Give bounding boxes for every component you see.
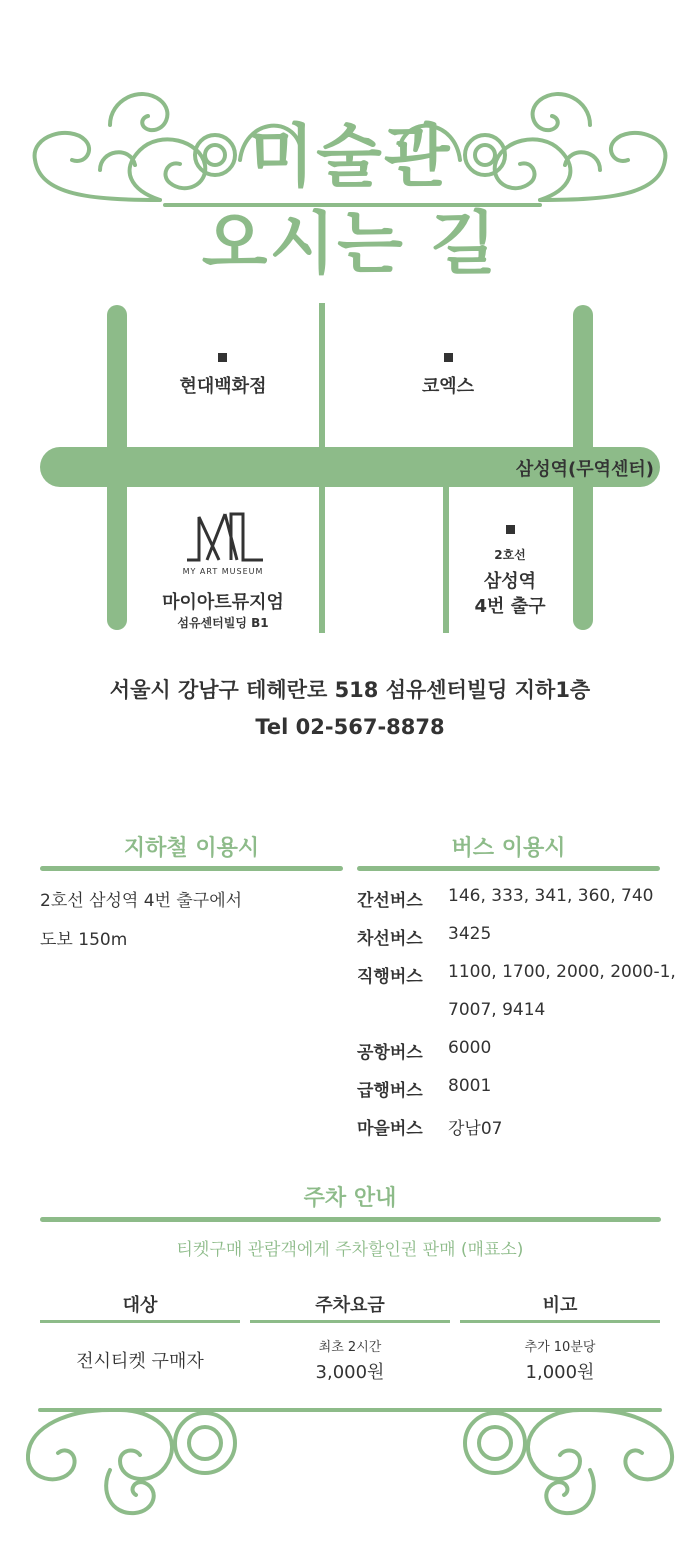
parking-extra-label: 추가 10분당: [524, 1340, 596, 1355]
bus-numbers: 3425: [448, 924, 492, 944]
bus-numbers: 7007, 9414: [448, 1000, 546, 1020]
subway-rule: [40, 866, 343, 871]
parking-header-note: 비고: [542, 1295, 578, 1316]
page-title-line1: 미술관: [248, 118, 452, 197]
bus-row: [357, 1000, 687, 1038]
landmark-coex: 코엑스: [421, 376, 475, 397]
parking-rule: [40, 1217, 661, 1222]
parking-fee-label: 최초 2시간: [318, 1340, 382, 1355]
landmark-hyundai: 현대백화점: [179, 376, 267, 397]
bus-type: 마을버스: [357, 1119, 423, 1139]
parking-target-value: 전시티켓 구매자: [76, 1351, 204, 1372]
parking-col-rule: [250, 1320, 450, 1323]
parking-col-rule: [40, 1320, 240, 1323]
parking-note: 티켓구매 관람객에게 주차할인권 판매 (매표소): [176, 1240, 524, 1260]
bus-row: [357, 924, 687, 962]
museum-building: 섬유센터빌딩 B1: [177, 616, 269, 630]
museum-address: 서울시 강남구 테헤란로 518 섬유센터빌딩 지하1층: [109, 678, 591, 702]
subway-heading: 지하철 이용시: [123, 836, 260, 861]
bottom-cloud-ornament: [0, 1395, 700, 1525]
hyundai-marker-icon: [218, 353, 227, 362]
parking-header-fee: 주차요금: [315, 1295, 385, 1316]
bus-type: 차선버스: [357, 929, 423, 949]
subway-directions-line1: 2호선 삼성역 4번 출구에서: [40, 891, 243, 911]
bus-row: [357, 962, 687, 1000]
station-exit: 4번 출구: [474, 596, 546, 617]
parking-extra-value: 1,000원: [525, 1362, 595, 1383]
station-exit-marker-icon: [506, 525, 515, 534]
parking-col-rule: [460, 1320, 660, 1323]
parking-header-target: 대상: [122, 1295, 158, 1316]
museum-logo-text: MY ART MUSEUM: [182, 567, 264, 576]
bus-numbers: 강남07: [448, 1119, 503, 1139]
museum-logo-icon: [185, 512, 265, 562]
bus-heading: 버스 이용시: [451, 836, 566, 861]
bus-type: 간선버스: [357, 891, 423, 911]
museum-tel: Tel 02-567-8878: [255, 715, 445, 739]
map-road-exit: [443, 487, 449, 633]
parking-heading: 주차 안내: [303, 1186, 397, 1211]
page-title-line2: 오시는 길: [201, 205, 499, 284]
bus-type: 공항버스: [357, 1043, 423, 1063]
bus-row: [357, 1076, 687, 1114]
bus-row: [357, 1038, 687, 1076]
bus-numbers: 1100, 1700, 2000, 2000-1,: [448, 962, 676, 982]
bus-numbers: 146, 333, 341, 360, 740: [448, 886, 654, 906]
bus-type: 직행버스: [357, 967, 423, 987]
museum-name: 마이아트뮤지엄: [162, 592, 284, 613]
bus-type: 급행버스: [357, 1081, 423, 1101]
bus-row: [357, 1114, 687, 1152]
subway-directions-line2: 도보 150m: [40, 930, 128, 950]
coex-marker-icon: [444, 353, 453, 362]
station-road-label: 삼성역(무역센터): [515, 459, 654, 480]
station-name: 삼성역: [483, 571, 537, 592]
bus-numbers: 8001: [448, 1076, 492, 1096]
bus-row: [357, 886, 687, 924]
bus-numbers: 6000: [448, 1038, 492, 1058]
parking-fee-value: 3,000원: [315, 1362, 385, 1383]
bus-rule: [357, 866, 660, 871]
subway-line-label: 2호선: [494, 548, 526, 562]
